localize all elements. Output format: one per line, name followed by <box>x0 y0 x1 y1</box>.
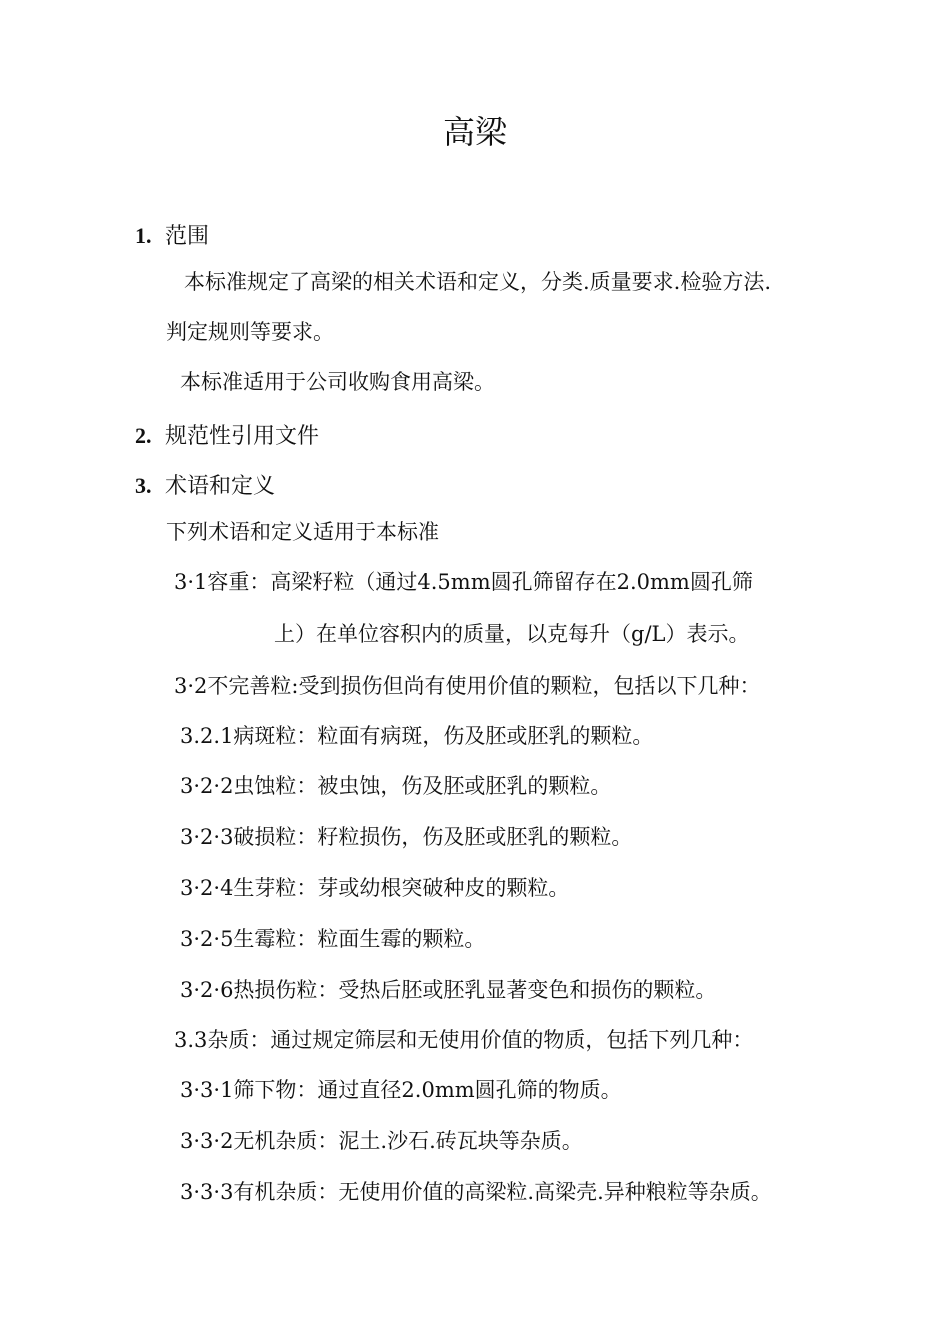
term-3-2-2: 3·2·2虫蚀粒：被虫蚀，伤及胚或胚乳的颗粒。 <box>180 774 612 798</box>
section-number: 2. <box>135 423 152 448</box>
term-3-2: 3·2不完善粒:受到损伤但尚有使用价值的颗粒，包括以下几种： <box>174 674 761 698</box>
page-title: 高梁 <box>442 113 507 151</box>
section-title: 范围 <box>165 224 210 249</box>
section-1-heading <box>135 222 209 251</box>
term-3-2-1: 3.2.1病斑粒：粒面有病斑，伤及胚或胚乳的颗粒。 <box>180 724 654 748</box>
term-3-3: 3.3杂质：通过规定筛层和无使用价值的物质，包括下列几种： <box>174 1028 754 1052</box>
term-3-3-1: 3·3·1筛下物：通过直径2.0mm圆孔筛的物质。 <box>180 1078 622 1102</box>
paragraph: 本标准适用于公司收购食用高梁。 <box>180 370 495 394</box>
paragraph: 判定规则等要求。 <box>166 320 334 344</box>
term-3-1: 3·1容重：高梁籽粒（通过4.5mm圆孔筛留存在2.0mm圆孔筛 <box>174 570 753 594</box>
section-title: 术语和定义 <box>165 474 276 499</box>
paragraph: 下列术语和定义适用于本标准 <box>166 520 439 544</box>
term-3-1-continued: 上）在单位容积内的质量，以克每升（g/L）表示。 <box>274 622 750 646</box>
paragraph: 本标准规定了高梁的相关术语和定义，分类.质量要求.检验方法. <box>184 270 772 294</box>
term-3-2-3: 3·2·3破损粒：籽粒损伤，伤及胚或胚乳的颗粒。 <box>180 825 633 849</box>
section-3-heading <box>135 472 275 501</box>
term-3-2-5: 3·2·5生霉粒：粒面生霉的颗粒。 <box>180 927 486 951</box>
section-number: 3. <box>135 473 152 498</box>
section-2-heading <box>135 422 319 451</box>
section-title: 规范性引用文件 <box>165 424 320 449</box>
term-3-3-3: 3·3·3有机杂质：无使用价值的高梁粒.高梁壳.异种粮粒等杂质。 <box>180 1180 772 1204</box>
term-3-2-6: 3·2·6热损伤粒：受热后胚或胚乳显著变色和损伤的颗粒。 <box>180 978 717 1002</box>
term-3-3-2: 3·3·2无机杂质：泥土.沙石.砖瓦块等杂质。 <box>180 1129 583 1153</box>
section-number: 1. <box>135 223 152 248</box>
term-3-2-4: 3·2·4生芽粒：芽或幼根突破种皮的颗粒。 <box>180 876 570 900</box>
